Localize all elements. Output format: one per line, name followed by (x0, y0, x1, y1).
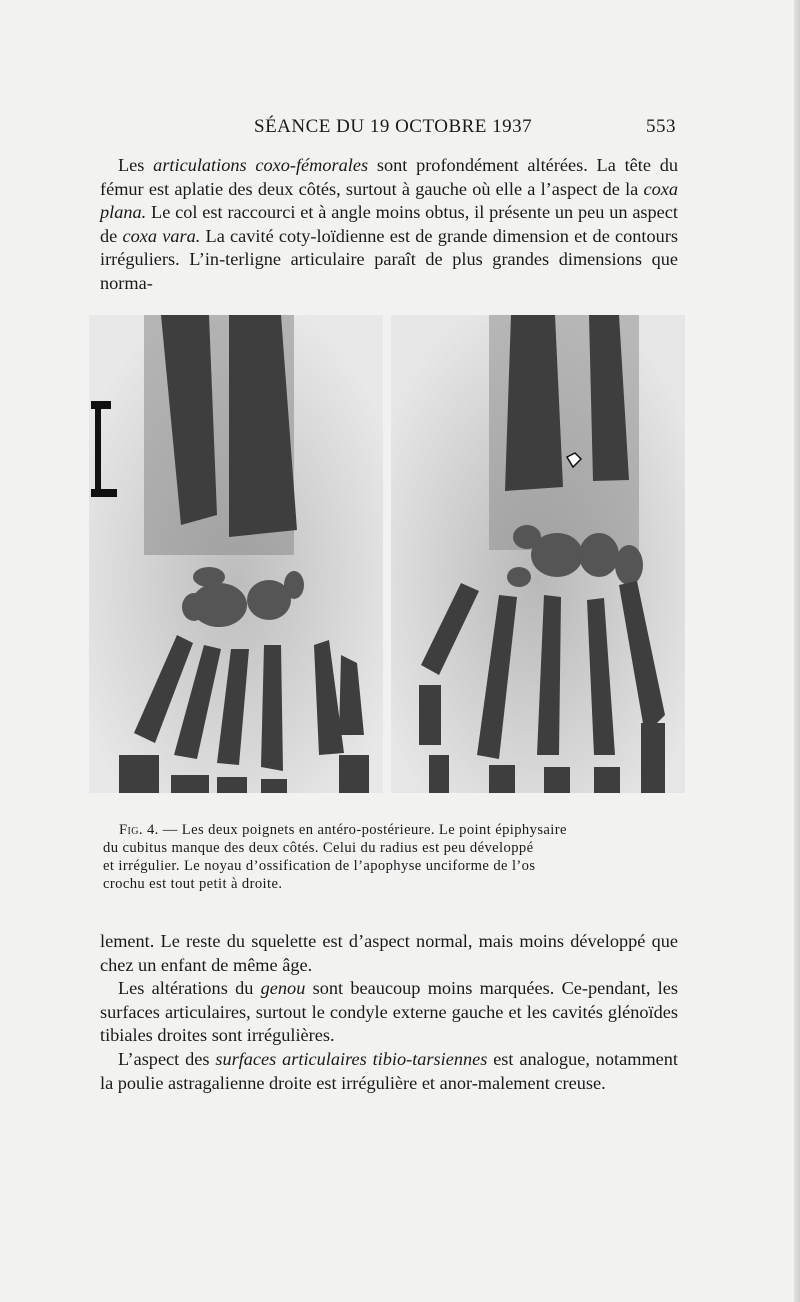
paragraph-ankle: L’aspect des surfaces articulaires tibio-tarsiennes est analogue, notamment la poulie astragalienne droite est irrégulière et anor-malement creuse. (100, 1048, 678, 1093)
wrist-radiograph-image (89, 315, 685, 793)
paragraph-bottom (100, 930, 678, 1095)
running-head-title: SÉANCE DU 19 OCTOBRE 1937 (254, 116, 533, 137)
caption-line-4: crochu est tout petit à droite. (103, 876, 283, 892)
page-number: 553 (646, 116, 676, 137)
caption-line-3: et irrégulier. Le noyau d’ossification de l’apophyse unciforme de l’os (103, 858, 536, 874)
caption-line-1: — Les deux poignets en antéro-postérieure. Le point épiphysaire (158, 822, 567, 838)
figure-caption (103, 821, 679, 893)
paragraph-hip-joints: Les articulations coxo-fémorales sont profondément altérées. La tête du fémur est aplatie des deux côtés, surtout à gauche où elle a l’aspect de la coxa plana. Le col est raccourci et à angle moins obtus, il présente un peu un aspect de coxa vara. La cavité coty-loïdienne est de grande dimension et de contours irréguliers. L’in-terligne articulaire paraît de plus grandes dimensions que norma- (100, 155, 679, 293)
paragraph-skeleton: lement. Le reste du squelette est d’aspect normal, mais moins développé que chez un enfant de même âge. (100, 931, 678, 975)
xray-figure (89, 315, 685, 793)
caption-line-2: du cubitus manque des deux côtés. Celui du radius est peu développé (103, 840, 534, 856)
paragraph-top (100, 154, 678, 296)
paragraph-knee: Les altérations du genou sont beaucoup moins marquées. Ce-pendant, les surfaces articulaires, surtout le condyle externe gauche et les cavités glénoïdes tibiales droites sont irrégulières. (100, 978, 678, 1046)
page-edge (794, 0, 800, 1302)
figure-label: Fig. 4. (119, 822, 159, 838)
running-head (90, 116, 680, 140)
